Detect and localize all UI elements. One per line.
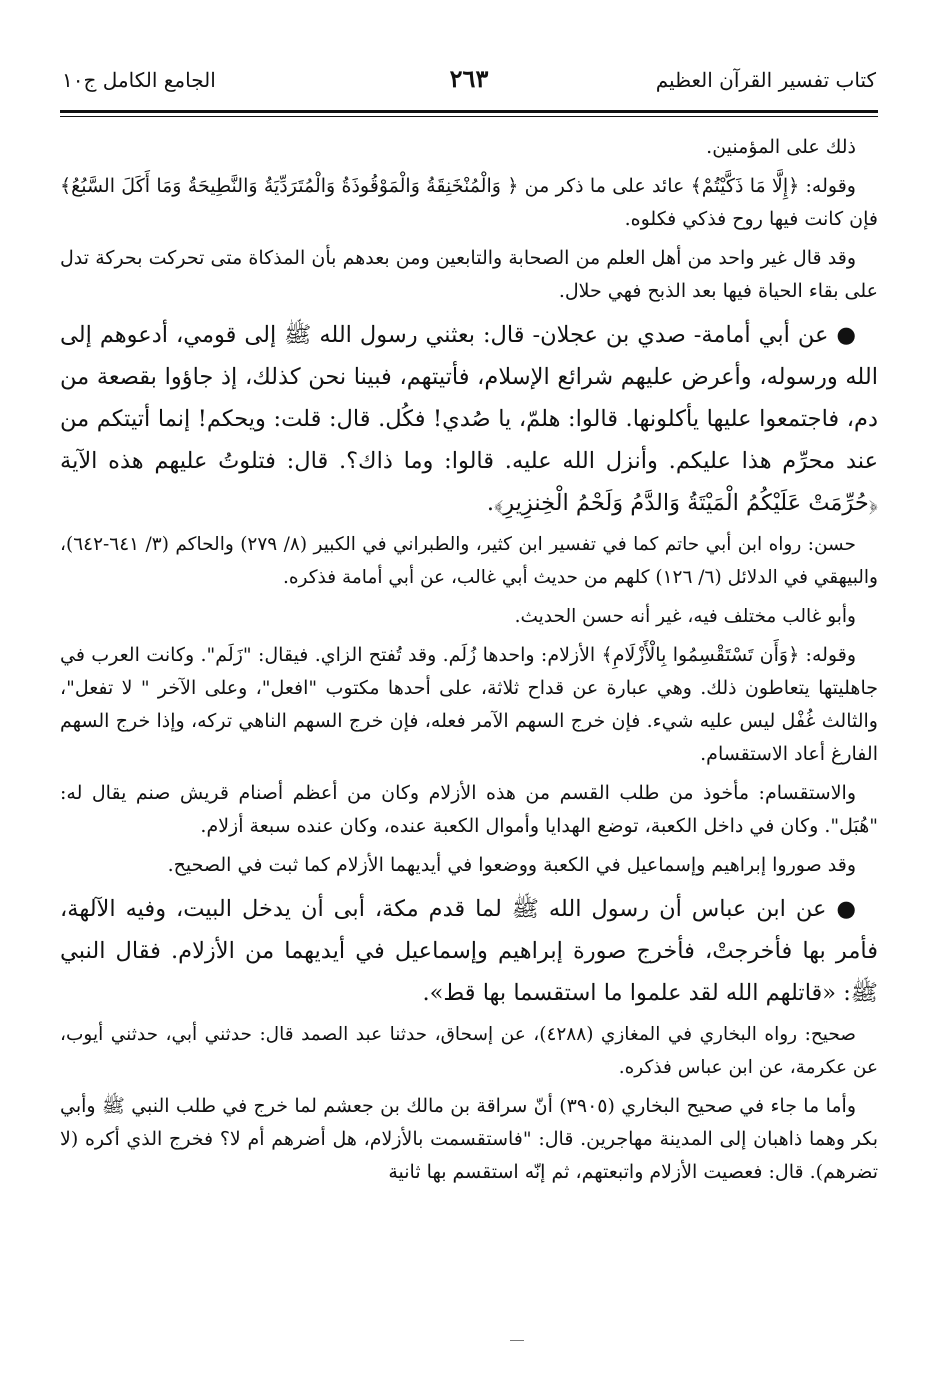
footer-mark (510, 1340, 524, 1341)
header-rule-thick (60, 110, 878, 113)
paragraph: وأما ما جاء في صحيح البخاري (٣٩٠٥) أنّ سراقة بن مالك بن جعشم لما خرج في طلب النبي ﷺ وأبي بكر وهما ذاهبان إلى المدينة مهاجرين. قال: "فاستقسمت بالأزلام، هل أضرهم أم لا؟ فخرج الذي أكره (لا تضرهم). قال: فعصيت الأزلام واتبعتهم، ثم إنّه استقسم بها ثانية (60, 1095, 878, 1183)
paragraph: والاستقسام: مأخوذ من طلب القسم من هذه الأزلام وكان من أعظم أصنام قريش صنم يقال له: "هُبَل". وكان في داخل الكعبة، توضع الهدايا وأموال الكعبة عنده، وكان عنده سبعة أزلام. (60, 782, 878, 837)
paragraph: وقوله: ﴿وَأَن تَسْتَقْسِمُوا بِالْأَزْلَامِ﴾ الأزلام: واحدها زُلَم. وقد تُفتح الزاي. فيقال: "زَلَم". وكانت العرب في جاهليتها يتعاطون ذلك. وهي عبارة عن قداح ثلاثة، على أحدها مكتوب "افعل"، وعلى الآخر " لا تفعل"، والثالث غُفْل ليس عليه شيء. فإن خرج السهم الآمر فعله، فإن خرج السهم الناهي تركه، وإذا خرج السهم الفارغ أعاد الاستقسام. (60, 644, 878, 765)
takhrij-note: وأبو غالب مختلف فيه، غير أنه حسن الحديث. (514, 606, 856, 627)
paragraph: وقوله: ﴿إِلَّا مَا ذَكَّيْتُمْ﴾ عائد على ما ذكر من ﴿ وَالْمُنْخَنِقَةُ وَالْمَوْقُوذَةُ وَالْمُتَرَدِّيَةُ وَالنَّطِيحَةُ وَمَا أَكَلَ السَّبُعُ﴾ فإن كانت فيها روح فذكي فكلوه. (60, 175, 878, 230)
takhrij-note: حسن: رواه ابن أبي حاتم كما في تفسير ابن كثير، والطبراني في الكبير (٨/ ٢٧٩) والحاكم (٣/ ٦٤١-٦٤٢)، والبيهقي في الدلائل (٦/ ١٢٦) كلهم من حديث أبي غالب، عن أبي أمامة فذكره. (60, 534, 878, 588)
paragraph: وقد صوروا إبراهيم وإسماعيل في الكعبة ووضعوا في أيديهما الأزلام كما ثبت في الصحيح. (167, 854, 856, 876)
takhrij-note: صحيح: رواه البخاري في المغازي (٤٢٨٨)، عن إسحاق، حدثنا عبد الصمد قال: حدثني أبي، حدثني أيوب، عن عكرمة، عن ابن عباس فذكره. (60, 1024, 878, 1078)
volume-title: الجامع الكامل ج١٠ (62, 68, 216, 92)
paragraph: وقد قال غير واحد من أهل العلم من الصحابة والتابعين ومن بعدهم بأن المذكاة متى تحركت بحركة تدل على بقاء الحياة فيها بعد الذبح فهي حلال. (60, 247, 878, 302)
header-rule-thin (60, 116, 878, 117)
hadith-text: ● عن ابن عباس أن رسول الله ﷺ لما قدم مكة، أبى أن يدخل البيت، وفيه الآلهة، فأمر بها فأخرجتْ، فأخرج صورة إبراهيم وإسماعيل في أيديهما من الأزلام. فقال النبي ﷺ: «قاتلهم الله لقد علموا ما استقسما بها قط». (60, 896, 878, 1006)
running-header (60, 58, 878, 108)
page-body (60, 131, 878, 1189)
page-number: ٢٦٣ (449, 64, 489, 93)
hadith-text: ● عن أبي أمامة- صدي بن عجلان- قال: بعثني رسول الله ﷺ إلى قومي، أدعوهم إلى الله ورسوله، وأعرض عليهم شرائع الإسلام، فأتيتهم، فبينا نحن كذلك، إذ جاؤوا بقصعة من دم، فاجتمعوا عليها يأكلونها. قالوا: هلمّ، يا صُدي! فكُل. قال: قلت: ويحكم! إنما أتيتكم من عند محرِّم هذا عليكم. وأنزل الله عليه. قالوا: وما ذاك؟. قال: فتلوتُ عليهم هذه الآية ﴿حُرِّمَتْ عَلَيْكُمُ الْمَيْتَةُ وَالدَّمُ وَلَحْمُ الْخِنزِيرِ﴾. (60, 322, 878, 516)
paragraph: ذلك على المؤمنين. (706, 136, 856, 158)
book-title: كتاب تفسير القرآن العظيم (655, 68, 876, 92)
